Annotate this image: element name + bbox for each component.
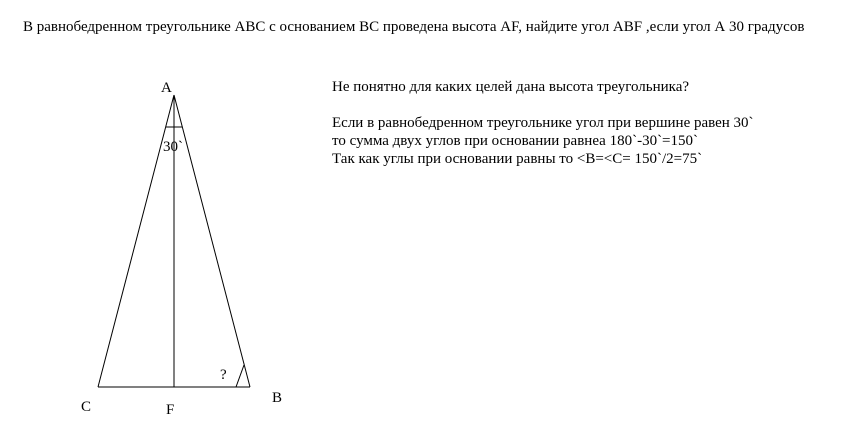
vertex-label-a: A (161, 80, 172, 96)
foot-label-f: F (166, 402, 175, 418)
vertex-label-c: C (81, 399, 92, 415)
angle-b-label: ? (220, 367, 227, 383)
vertex-label-b: B (272, 390, 283, 406)
side-ab (174, 95, 250, 387)
answer-line-1: Не понятно для каких целей дана высота треугольника? (332, 79, 690, 95)
angle-a-label: 30` (163, 139, 183, 155)
answer-line-3: то сумма двух углов при основании равнеа 180`-30`=150` (332, 133, 699, 149)
answer-text-block (332, 78, 754, 168)
problem-statement: В равнобедренном треугольнике ABC с основанием BC проведена высота AF, найдите угол ABF ,если угол А 30 градусов (23, 19, 805, 35)
answer-line-4: Так как углы при основании равны то <B=<C= 150`/2=75` (332, 151, 703, 167)
angle-b-mark (236, 365, 244, 387)
answer-line-2: Если в равнобедренном треугольнике угол при вершине равен 30` (332, 115, 754, 131)
